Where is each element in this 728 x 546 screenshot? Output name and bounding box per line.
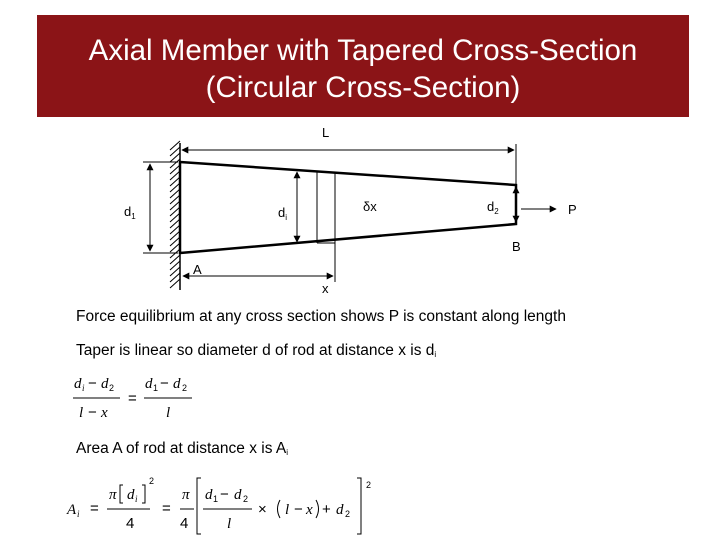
x-label: x: [322, 281, 329, 296]
svg-text:−: −: [88, 404, 97, 421]
svg-text:d: d: [74, 376, 82, 392]
title-line-2: (Circular Cross-Section): [205, 71, 521, 104]
svg-text:−: −: [220, 486, 229, 503]
load-label: P: [568, 202, 577, 217]
svg-text:i: i: [82, 383, 85, 393]
area-equation: [66, 476, 371, 534]
taper-equation: [73, 375, 192, 421]
svg-text:l: l: [285, 502, 290, 518]
svg-text:4: 4: [126, 515, 135, 532]
svg-text:A: A: [67, 502, 77, 518]
svg-text:2: 2: [182, 383, 188, 393]
svg-text:×: ×: [258, 501, 267, 518]
svg-text:d: d: [234, 487, 242, 503]
svg-text:=: =: [162, 500, 171, 517]
taper-statement: Taper is linear so diameter d of rod at distance x is $d_i$: [76, 342, 437, 359]
svg-text:i: i: [135, 494, 138, 504]
svg-text:−: −: [160, 375, 169, 392]
svg-text:−: −: [294, 501, 303, 518]
svg-text:i: i: [77, 509, 80, 519]
svg-text:π: π: [182, 487, 190, 503]
end-b-label: B: [512, 239, 521, 254]
svg-text:x: x: [101, 405, 108, 421]
end-a-label: A: [193, 262, 202, 277]
d2-label: $d_2$: [487, 199, 499, 216]
svg-text:1: 1: [153, 383, 159, 393]
di-label: $d_i$: [278, 205, 288, 222]
svg-text:1: 1: [213, 494, 219, 504]
title-line-1: Axial Member with Tapered Cross-Section: [88, 34, 638, 67]
svg-text:l: l: [166, 405, 171, 421]
svg-text:−: −: [88, 375, 97, 392]
d1-label: $d_1$: [124, 204, 136, 221]
svg-text:=: =: [90, 500, 99, 517]
svg-text:2: 2: [109, 383, 115, 393]
svg-text:d: d: [101, 376, 109, 392]
svg-text:π: π: [109, 487, 117, 503]
svg-text:d: d: [127, 487, 135, 503]
svg-text:d: d: [336, 502, 344, 518]
svg-text:d: d: [205, 487, 213, 503]
svg-text:l: l: [79, 405, 84, 421]
svg-text:2: 2: [366, 480, 372, 490]
svg-text:2: 2: [243, 494, 249, 504]
svg-text:l: l: [227, 516, 232, 532]
area-statement: Area A of rod at distance x is $A_i$: [76, 440, 289, 457]
length-label: L: [322, 125, 330, 140]
svg-text:d: d: [145, 376, 153, 392]
svg-text:d: d: [173, 376, 181, 392]
svg-text:=: =: [128, 390, 137, 407]
svg-text:2: 2: [345, 509, 351, 519]
force-equilibrium-statement: Force equilibrium at any cross section shows P is constant along length: [76, 308, 566, 325]
svg-text:x: x: [306, 502, 313, 518]
svg-text:2: 2: [149, 476, 155, 486]
svg-text:4: 4: [180, 515, 189, 532]
dx-label: δx: [363, 199, 377, 214]
svg-text:+: +: [322, 501, 331, 518]
